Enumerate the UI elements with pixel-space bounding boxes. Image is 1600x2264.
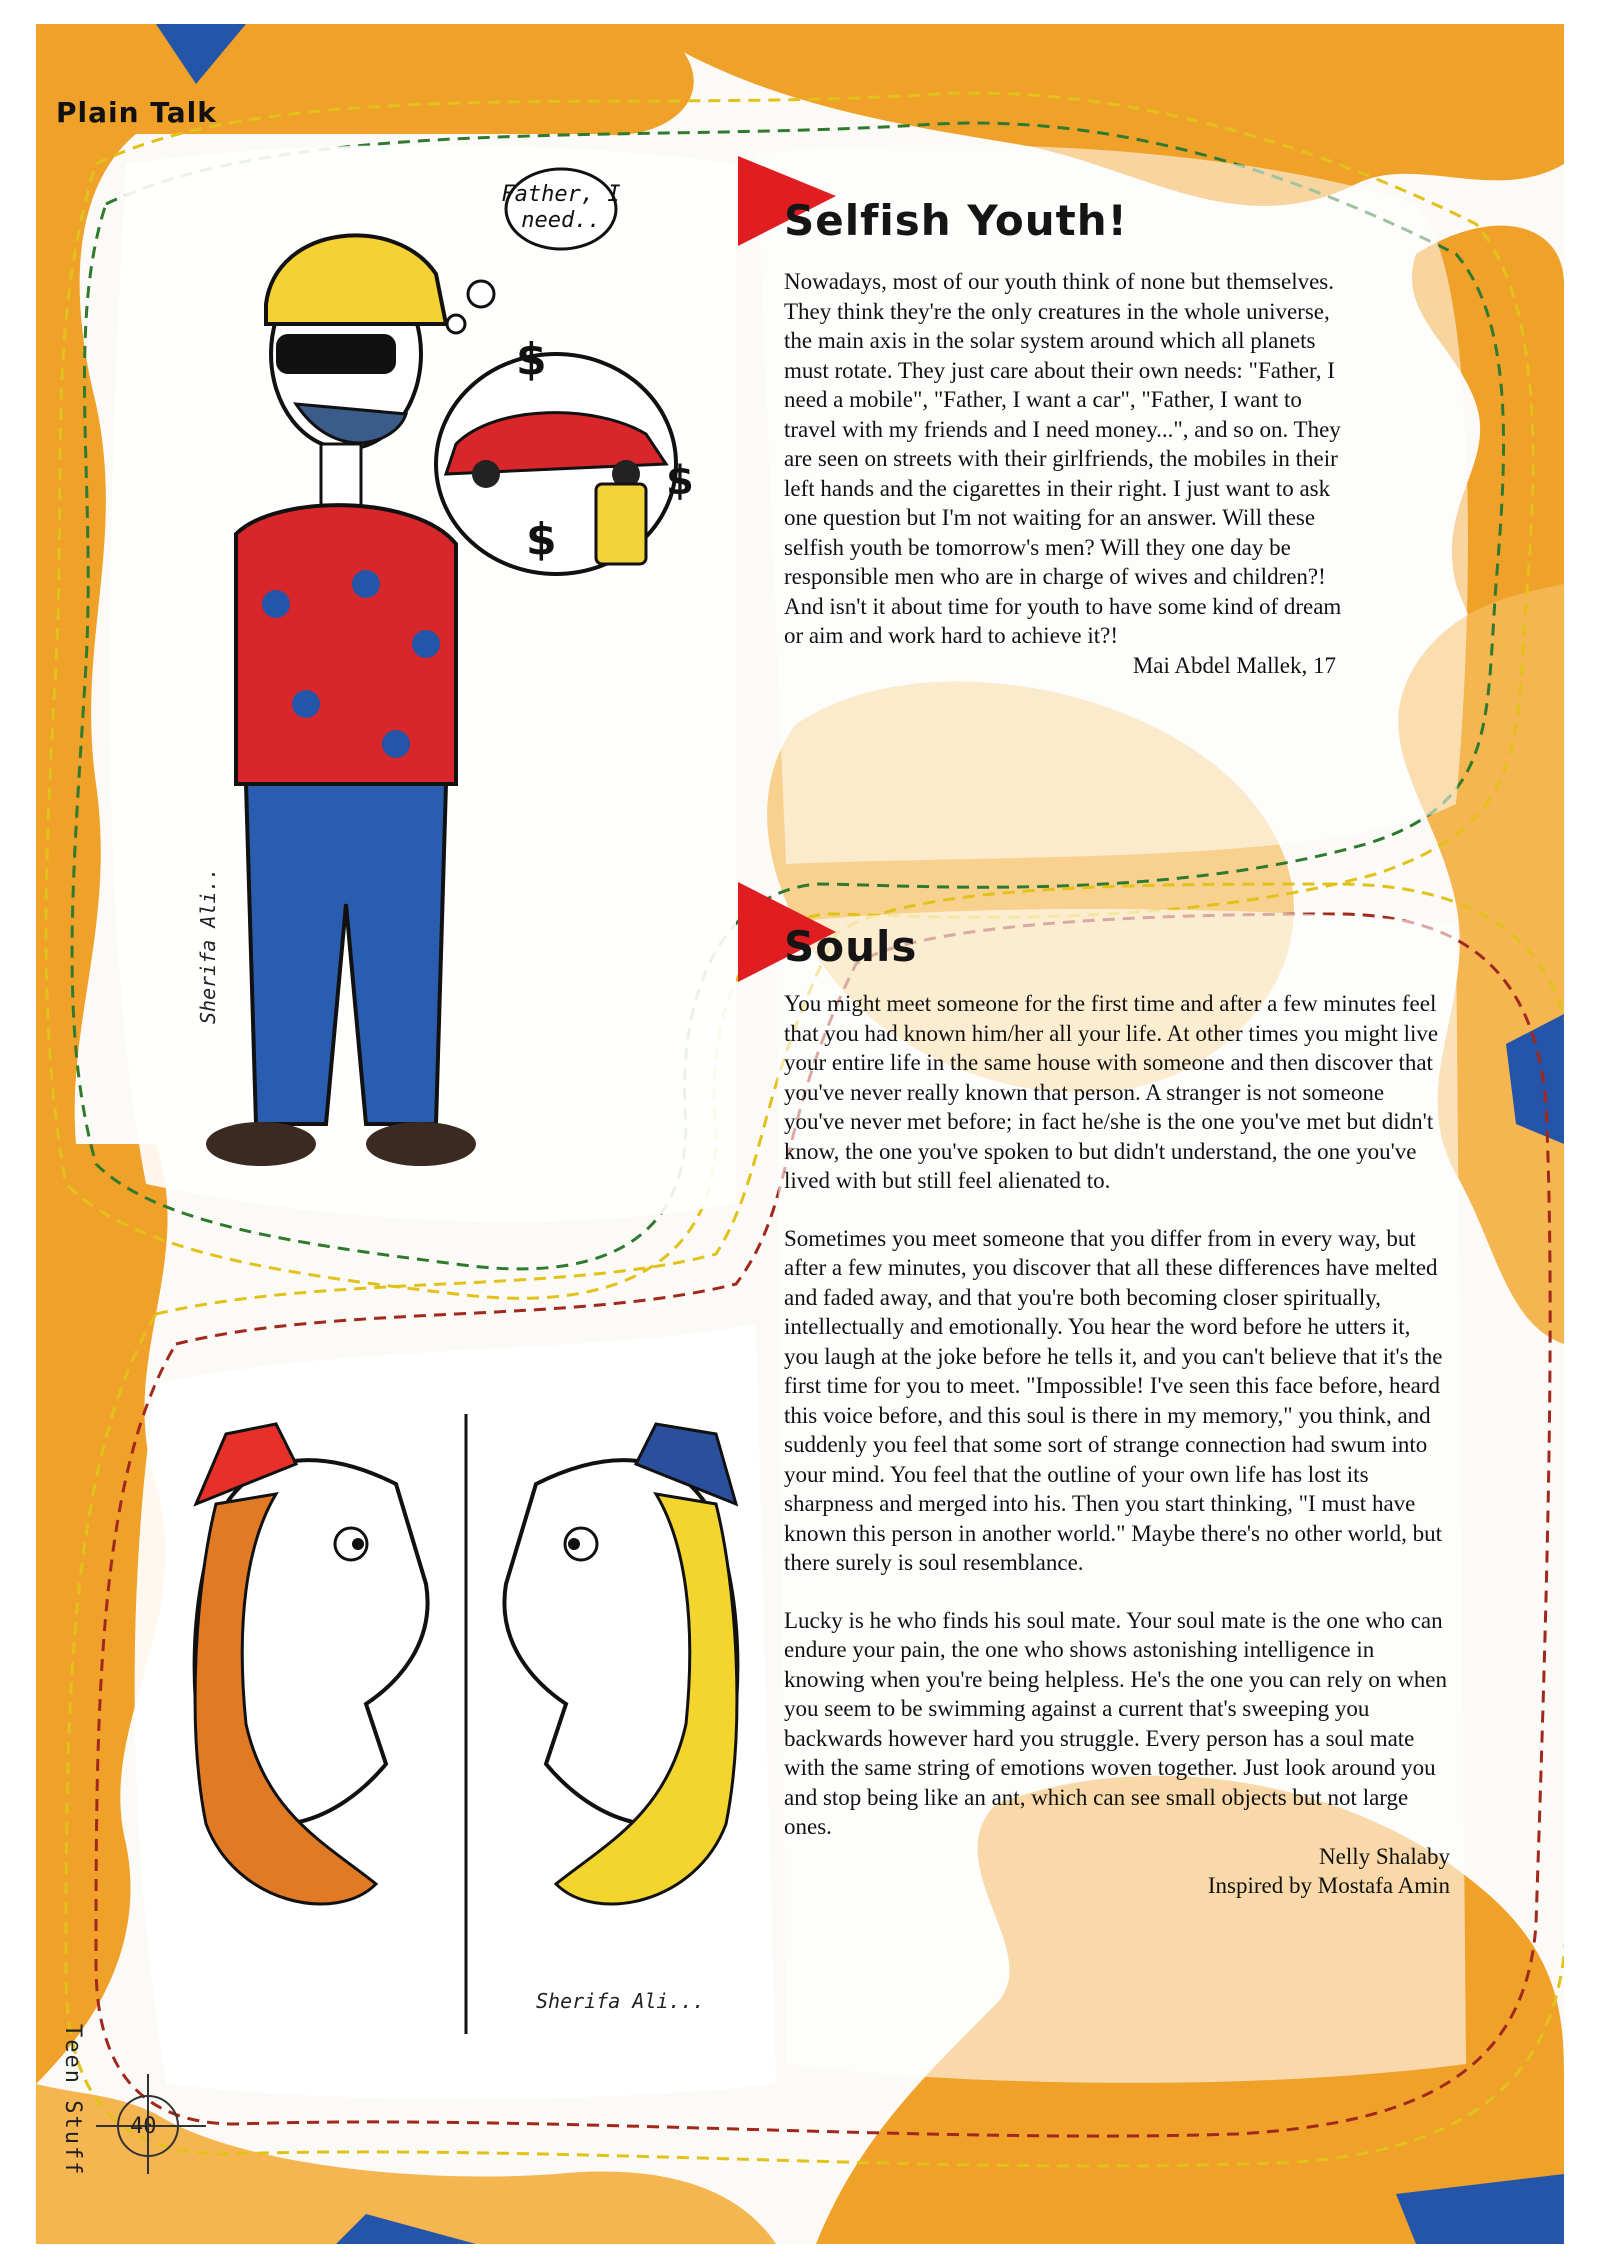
article-paragraph: Nowadays, most of our youth think of none but themselves. They think they're the only creatures in the whole universe, the main axis in the solar system around which all planets must rotate. They just care about their own needs: "Father, I need a mobile", "Father, I want a car", "Father, I want to travel with my friends and I need money...", and so on. They are seen on streets with their girlfriends, the mobiles in their left hands and the cigarettes in their right. I just want to ask one question but I'm not waiting for an answer. Will these selfish youth be tomorrow's men? Will they one day be responsible men who are in charge of wives and children?! And isn't it about time for youth to have some kind of dream or aim and work hard to achieve it?! xyxy=(784,269,1342,648)
magazine-page xyxy=(36,24,1564,2244)
svg-text:$: $ xyxy=(666,458,694,504)
article-title: Souls xyxy=(784,922,918,971)
svg-text:$: $ xyxy=(516,334,547,385)
svg-text:$: $ xyxy=(526,514,557,565)
article-souls xyxy=(784,922,1450,1901)
page-number: 40 xyxy=(130,2114,157,2139)
article-paragraph: Sometimes you meet someone that you differ from in every way, but after a few minutes, you discover that all these differences have melted and faded away, and that you're both becoming closer spiritually, intellectually and emotionally. You hear the word before he utters it, you laugh at the joke before he tells it, and you can't believe that it's the first time for you to meet. "Impossible! I've seen this face before, heard this voice before, and this soul is there in my memory," you think, and suddenly you feel that some sort of strange connection had swum into your mind. You feel that the outline of your own life has lost its sharpness and merged into his. Then you start thinking, "I must have known this person in another world." Maybe there's no other world, but there surely is soul resemblance. xyxy=(784,1225,1443,1575)
article-selfish-youth xyxy=(784,196,1344,680)
illustration-signature-top: Sherifa Ali.. xyxy=(196,867,220,1024)
magazine-side-label: Teen Stuff xyxy=(60,2024,85,2177)
article-byline-credit: Inspired by Mostafa Amin xyxy=(1207,1873,1450,1898)
article-byline: Nelly Shalaby xyxy=(1319,1843,1450,1869)
section-label: Plain Talk xyxy=(56,96,217,129)
article-title: Selfish Youth! xyxy=(784,196,1128,245)
article-paragraph: Lucky is he who finds his soul mate. Your soul mate is the one who can endure your pain, the one who shows astonishing intelligence in knowing when you're being helpless. He's the one you can rely on when you seem to be swimming against a current that's sweeping you backwards however hard you struggle. Every person has a soul mate with the same string of emotions woven together. Just look around you and stop being like an ant, which can see small objects but not large ones. xyxy=(784,1607,1447,1839)
article-byline: Mai Abdel Mallek, 17 xyxy=(1132,652,1336,678)
article-paragraph: You might meet someone for the first time and after a few minutes feel that you had known him/her all your life. At other times you might live your entire life in the same house with someone and then discover that you've never really known that person. A stranger is not someone you've never met before; in fact he/she is the one you've met but didn't know, the one you've spoken to but didn't understand, the one you've lived with but still feel alienated to. xyxy=(784,991,1439,1193)
illustration-signature-bottom: Sherifa Ali... xyxy=(536,1989,705,2013)
thought-bubble-text: Father, I need.. xyxy=(501,182,621,233)
